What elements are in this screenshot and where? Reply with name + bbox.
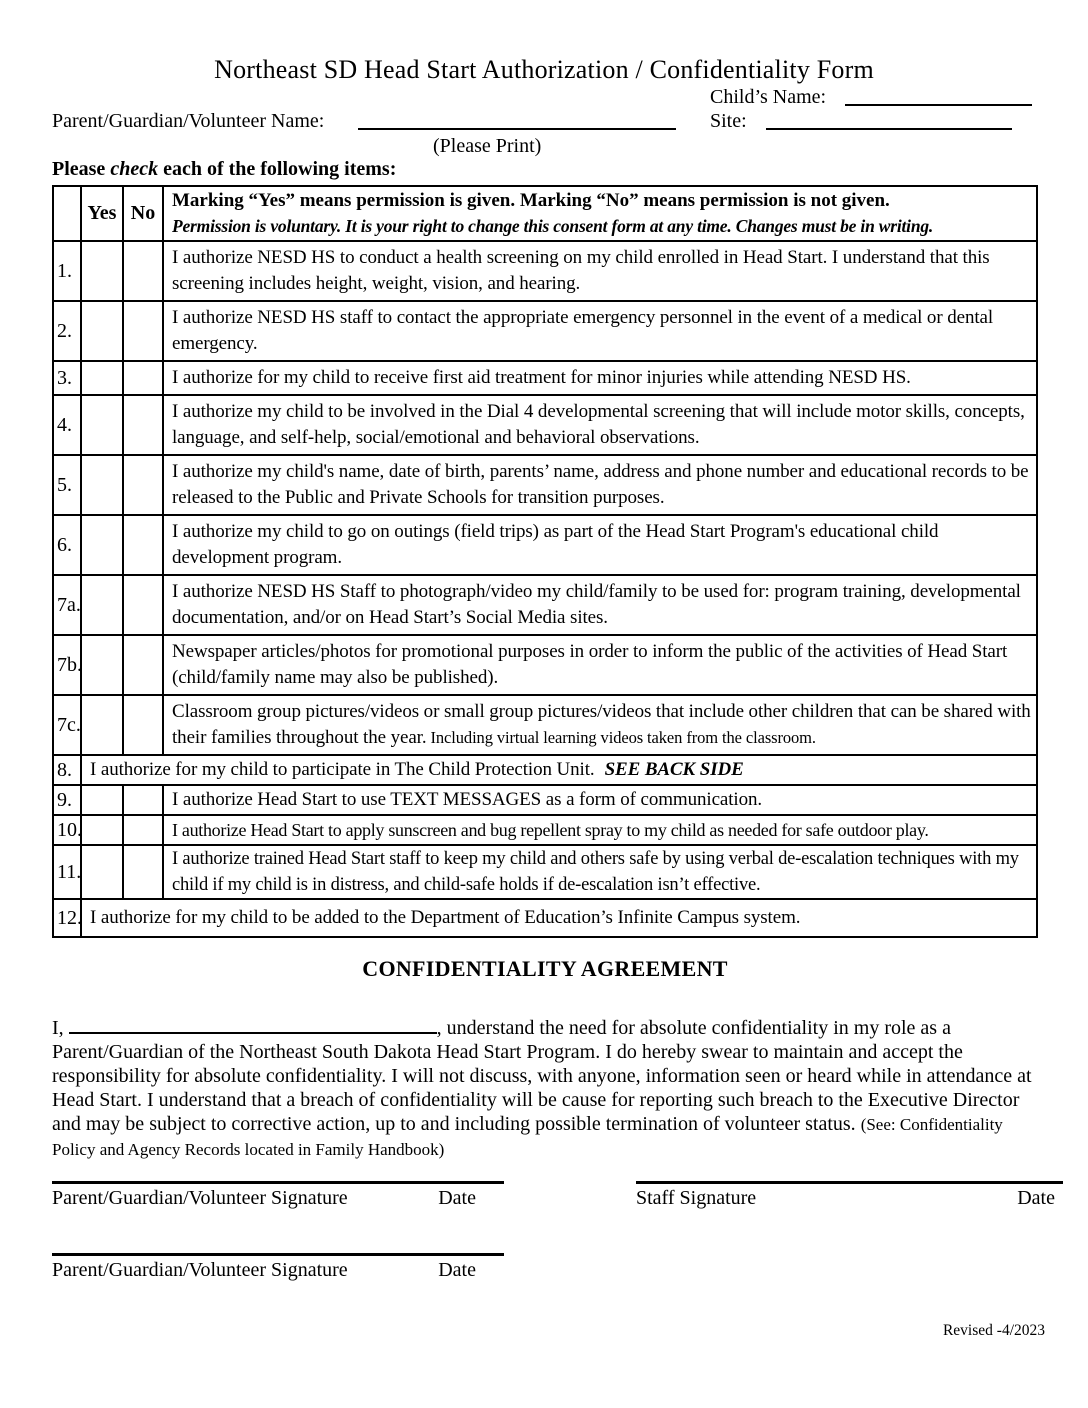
parent-signature-label-1: Parent/Guardian/Volunteer Signature [52, 1187, 348, 1209]
yes-checkbox-cell[interactable] [81, 395, 123, 455]
agreement-intro: I, [52, 1017, 64, 1039]
parent-signature-label-2: Parent/Guardian/Volunteer Signature [52, 1259, 348, 1281]
no-checkbox-cell[interactable] [123, 575, 163, 635]
authorization-text: I authorize NESD HS Staff to photograph/video my child/family to be used for: program training, developmental documentation, and/or on Head Start’s Social Media sites. [172, 581, 1021, 628]
yes-checkbox-cell[interactable] [81, 575, 123, 635]
authorization-text-cell [163, 815, 1037, 845]
yes-column-header: Yes [81, 186, 123, 241]
staff-date-label: Date [1017, 1187, 1055, 1209]
signature-section [52, 1181, 1063, 1210]
authorization-text-cell [163, 845, 1037, 899]
authorization-text: I authorize NESD HS to conduct a health screening on my child enrolled in Head Start. I understand that this screening includes height, weight, vision, and hearing. [172, 247, 990, 294]
page-title: Northeast SD Head Start Authorization / Confidentiality Form [214, 55, 874, 84]
no-checkbox-cell[interactable] [123, 815, 163, 845]
authorization-text: I authorize for my child to be added to the Department of Education’s Infinite Campus system. [90, 907, 801, 928]
row-number: 2. [53, 301, 81, 361]
no-checkbox-cell[interactable] [123, 395, 163, 455]
authorization-text-cell [81, 755, 1037, 785]
row-number: 5. [53, 455, 81, 515]
no-checkbox-cell[interactable] [123, 301, 163, 361]
agreement-body: , understand the need for absolute confidentiality in my role as a Parent/Guardian of the Northeast South Dakota Head Start Program. I do hereby swear to maintain and accept the responsibility for absolute confidentiality. I will not discuss, with anyone, information seen or heard while in attendance at Head Start. I understand that a breach of confidentiality will be cause for reporting such breach to the Executive Director and may be subject to corrective action, up to and including possible termination of volunteer status. [52, 1017, 1032, 1135]
instruction-prefix: Please [52, 158, 111, 180]
table-row [53, 301, 1037, 361]
no-checkbox-cell[interactable] [123, 635, 163, 695]
authorization-text-cell [163, 395, 1037, 455]
parent-name-label: Parent/Guardian/Volunteer Name: [52, 110, 325, 132]
parent-signature-block-2 [52, 1253, 504, 1282]
parent-date-label-1: Date [438, 1187, 476, 1209]
please-print-note: (Please Print) [433, 135, 542, 157]
child-name-blank[interactable] [845, 86, 1032, 106]
row-number: 6. [53, 515, 81, 575]
authorization-rows [53, 241, 1037, 937]
staff-signature-label: Staff Signature [636, 1187, 757, 1209]
authorization-text: I authorize Head Start to apply sunscreen and bug repellent spray to my child as needed for safe outdoor play. [172, 820, 929, 840]
parent-date-label-2: Date [438, 1259, 476, 1281]
authorization-text-cell [81, 899, 1037, 937]
authorization-text: Newspaper articles/photos for promotional purposes in order to inform the public of the activities of Head Start (child/family name may also be published). [172, 641, 1008, 688]
table-row [53, 755, 1037, 785]
parent-signature-block-1 [52, 1181, 504, 1210]
agreement-name-blank[interactable] [69, 1016, 437, 1034]
voluntary-note: Permission is voluntary. It is your right to change this consent form at any time. Changes must be in writing. [172, 216, 934, 236]
marking-instructions: Marking “Yes” means permission is given. Marking “No” means permission is not given. [172, 190, 890, 211]
authorization-text: I authorize for my child to participate in The Child Protection Unit. [90, 759, 595, 780]
authorization-text-cell [163, 635, 1037, 695]
authorization-text: I authorize for my child to receive first aid treatment for minor injuries while attending NESD HS. [172, 367, 911, 388]
row-number: 1. [53, 241, 81, 301]
row-number: 10. [53, 815, 81, 845]
site-blank[interactable] [766, 110, 1012, 130]
table-row [53, 361, 1037, 395]
site-label: Site: [710, 110, 747, 132]
yes-checkbox-cell[interactable] [81, 815, 123, 845]
authorization-text: I authorize NESD HS staff to contact the appropriate emergency personnel in the event of a medical or dental emergency. [172, 307, 994, 354]
authorization-text: I authorize my child's name, date of birth, parents’ name, address and phone number and educational records to be released to the Public and Private Schools for transition purposes. [172, 461, 1029, 508]
table-row [53, 455, 1037, 515]
marking-instructions-cell [163, 186, 1037, 241]
table-row [53, 845, 1037, 899]
row-number: 3. [53, 361, 81, 395]
agreement-paragraph [52, 1016, 1040, 1162]
row-number: 7c. [53, 695, 81, 755]
table-row [53, 575, 1037, 635]
row-number: 4. [53, 395, 81, 455]
yes-checkbox-cell[interactable] [81, 241, 123, 301]
no-checkbox-cell[interactable] [123, 695, 163, 755]
authorization-text-cell [163, 361, 1037, 395]
authorization-text: I authorize Head Start to use TEXT MESSAGES as a form of communication. [172, 789, 763, 810]
agreement-title: CONFIDENTIALITY AGREEMENT [362, 956, 728, 981]
authorization-text-cell [163, 241, 1037, 301]
yes-checkbox-cell[interactable] [81, 455, 123, 515]
authorization-text-small: Including virtual learning videos taken from the classroom. [430, 728, 816, 747]
authorization-text-cell [163, 785, 1037, 815]
yes-checkbox-cell[interactable] [81, 785, 123, 815]
instruction-line [52, 158, 396, 181]
authorization-text-cell [163, 301, 1037, 361]
no-checkbox-cell[interactable] [123, 845, 163, 899]
no-checkbox-cell[interactable] [123, 515, 163, 575]
yes-checkbox-cell[interactable] [81, 361, 123, 395]
yes-checkbox-cell[interactable] [81, 301, 123, 361]
row-number: 7b. [53, 635, 81, 695]
table-row [53, 515, 1037, 575]
agreement-handbook-note: (See: Confidentiality Policy and Agency Records located in Family Handbook) [52, 1115, 1003, 1159]
table-row [53, 695, 1037, 755]
table-row [53, 815, 1037, 845]
table-row [53, 241, 1037, 301]
instruction-suffix: each of the following items: [158, 158, 397, 180]
yes-checkbox-cell[interactable] [81, 845, 123, 899]
no-column-header: No [123, 186, 163, 241]
yes-checkbox-cell[interactable] [81, 695, 123, 755]
no-checkbox-cell[interactable] [123, 785, 163, 815]
authorization-text: I authorize my child to go on outings (field trips) as part of the Head Start Program's educational child development program. [172, 521, 939, 568]
table-row [53, 899, 1037, 937]
row-number: 12. [53, 899, 81, 937]
authorization-text-cell [163, 695, 1037, 755]
yes-checkbox-cell[interactable] [81, 515, 123, 575]
no-checkbox-cell[interactable] [123, 361, 163, 395]
authorization-text-cell [163, 455, 1037, 515]
row-number: 7a. [53, 575, 81, 635]
authorization-text: I authorize trained Head Start staff to keep my child and others safe by using verbal de-escalation techniques with my child if my child is in distress, and child-safe holds if de-escalation isn’t effective. [172, 849, 1019, 895]
table-header-row [53, 186, 1037, 241]
instruction-check-word: check [110, 158, 159, 180]
table-row [53, 785, 1037, 815]
row-number: 9. [53, 785, 81, 815]
no-checkbox-cell[interactable] [123, 241, 163, 301]
authorization-text: Classroom group pictures/videos or small group pictures/videos that include other children that can be shared with their families throughout the year. [172, 701, 1031, 748]
authorization-table [52, 185, 1038, 938]
staff-signature-block [636, 1181, 1063, 1210]
table-row [53, 395, 1037, 455]
row-number: 11. [53, 845, 81, 899]
no-checkbox-cell[interactable] [123, 455, 163, 515]
parent-name-blank[interactable] [358, 110, 676, 130]
see-back-side-note: SEE BACK SIDE [604, 759, 744, 780]
authorization-text-cell [163, 515, 1037, 575]
authorization-text-cell [163, 575, 1037, 635]
revision-note: Revised -4/2023 [942, 1322, 1045, 1339]
yes-checkbox-cell[interactable] [81, 635, 123, 695]
corner-cell [53, 186, 81, 241]
row-number: 8. [53, 755, 81, 785]
authorization-text: I authorize my child to be involved in the Dial 4 developmental screening that will include motor skills, concepts, language, and self-help, social/emotional and behavioral observations. [172, 401, 1025, 448]
child-name-label: Child’s Name: [710, 86, 827, 108]
table-row [53, 635, 1037, 695]
